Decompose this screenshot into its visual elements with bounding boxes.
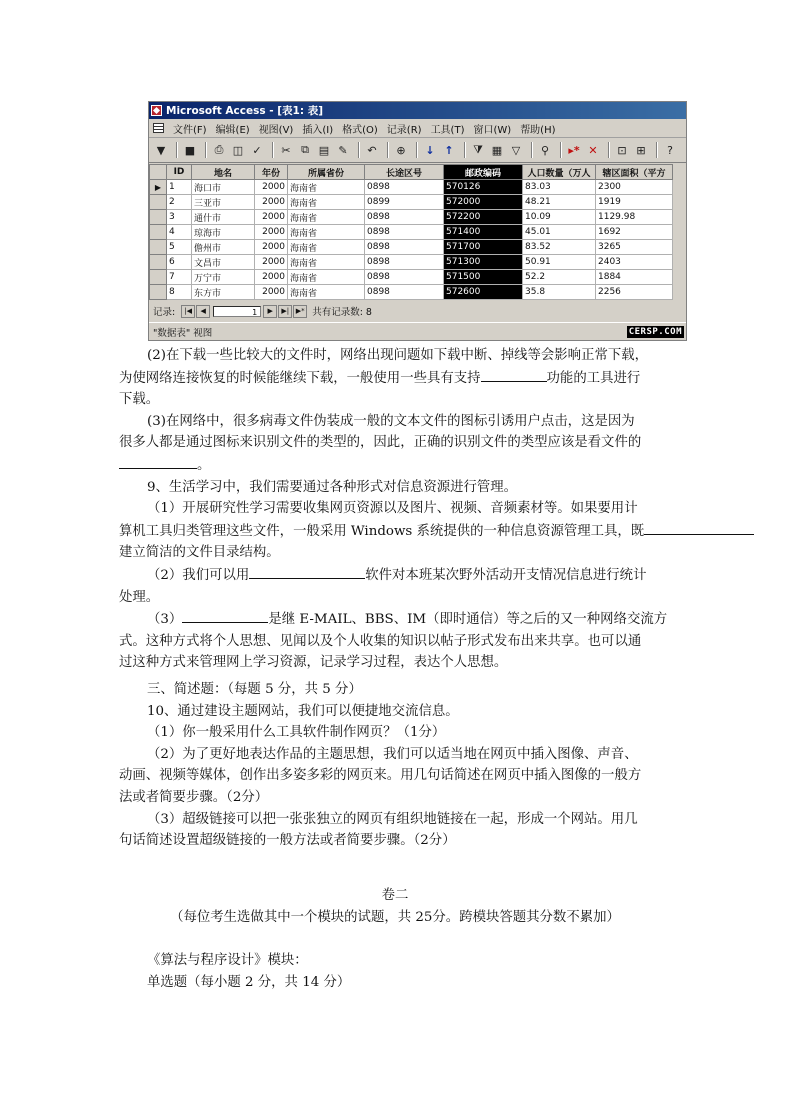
answer-blank[interactable] [481, 367, 547, 382]
row-selector[interactable] [150, 225, 167, 240]
question-block-10 [119, 679, 790, 852]
table-cell[interactable]: 海南省 [288, 255, 365, 270]
table-cell[interactable]: 2000 [255, 225, 288, 240]
menu-tools[interactable]: 工具(T) [430, 124, 465, 136]
table-cell[interactable]: 0898 [365, 240, 444, 255]
table-cell[interactable]: 0898 [365, 225, 444, 240]
access-app-icon [151, 105, 162, 116]
status-text: "数据表" 视图 [153, 327, 213, 339]
module-title: 《算法与程序设计》模块： [147, 953, 308, 968]
menu-insert[interactable]: 插入(I) [302, 124, 334, 136]
row-selector[interactable] [150, 270, 167, 285]
print-icon[interactable]: ⎙ [214, 143, 224, 156]
text-line: （2）我们可以用 软件对本班某次野外活动开支情况信息进行统计 [119, 564, 790, 587]
table-cell[interactable]: 2000 [255, 270, 288, 285]
table-cell[interactable]: 10.09 [523, 210, 596, 225]
menu-edit[interactable]: 编辑(E) [215, 124, 250, 136]
table-cell[interactable]: 572600 [444, 285, 523, 300]
text-line: （3）超级链接可以把一张张独立的网页有组织地链接在一起，形成一个网站。用几 [147, 811, 638, 827]
help-icon[interactable]: ? [667, 143, 673, 157]
table-cell[interactable]: 2000 [255, 255, 288, 270]
sort-descending-icon[interactable]: ↑ [444, 143, 454, 157]
new-object-icon[interactable]: ⊞ [636, 143, 646, 157]
table-cell[interactable]: 35.8 [523, 285, 596, 300]
column-header-selected[interactable]: 邮政编码 [444, 165, 523, 180]
text-line: 9、生活学习中，我们需要通过各种形式对信息资源进行管理。 [147, 479, 518, 495]
table-cell[interactable]: 2403 [596, 255, 673, 270]
table-cell[interactable]: 2000 [255, 240, 288, 255]
table-cell[interactable]: 儋州市 [192, 240, 255, 255]
table-cell[interactable]: 3 [167, 210, 192, 225]
table-cell[interactable]: 海口市 [192, 180, 255, 195]
table-cell[interactable]: 三亚市 [192, 195, 255, 210]
text-line: 句话简述设置超级链接的一般方法或者简要步骤。（2分） [119, 833, 456, 849]
table-cell[interactable]: 海南省 [288, 270, 365, 285]
column-header[interactable]: 辖区面积（平方 [596, 165, 673, 180]
last-record-button[interactable]: ▶| [278, 305, 292, 318]
table-cell[interactable]: 万宁市 [192, 270, 255, 285]
table-cell[interactable]: 5 [167, 240, 192, 255]
table-cell[interactable]: 7 [167, 270, 192, 285]
text-line: （3） 是继 E-MAIL、BBS、IM（即时通信）等之后的又一种网络交流方 [119, 608, 790, 631]
menu-view[interactable]: 视图(V) [258, 124, 294, 136]
column-header[interactable]: 地名 [192, 165, 255, 180]
table-cell[interactable]: 0898 [365, 255, 444, 270]
undo-icon[interactable]: ↶ [367, 143, 377, 157]
table-cell[interactable]: 572000 [444, 195, 523, 210]
table-cell[interactable]: 571500 [444, 270, 523, 285]
save-icon[interactable]: ■ [184, 143, 196, 157]
question-block-8 [119, 345, 790, 674]
table-cell[interactable]: 8 [167, 285, 192, 300]
record-count: 共有记录数: 8 [312, 307, 372, 318]
table-cell[interactable]: 2300 [596, 180, 673, 195]
table-cell[interactable]: 2000 [255, 210, 288, 225]
menu-window[interactable]: 窗口(W) [473, 124, 512, 136]
column-header[interactable]: 长途区号 [365, 165, 444, 180]
record-navigator [149, 303, 686, 319]
find-icon[interactable]: ⚲ [540, 143, 550, 157]
table-row[interactable] [150, 285, 673, 300]
table-cell[interactable]: 0898 [365, 285, 444, 300]
new-record-nav-button[interactable]: ▶* [293, 305, 307, 318]
table-header-row [150, 165, 673, 180]
answer-blank[interactable] [249, 564, 365, 579]
answer-blank[interactable] [644, 520, 754, 535]
cut-icon[interactable]: ✂ [281, 143, 291, 157]
section-heading: 三、简述题：（每题 5 分，共 5 分） [147, 682, 362, 697]
column-header[interactable]: 人口数量（万人 [523, 165, 596, 180]
table-cell[interactable]: 1884 [596, 270, 673, 285]
table-cell[interactable]: 海南省 [288, 195, 365, 210]
database-window-icon[interactable]: ⊡ [617, 143, 627, 157]
table-cell[interactable]: 0898 [365, 270, 444, 285]
table-cell[interactable]: 45.01 [523, 225, 596, 240]
table-cell[interactable]: 571400 [444, 225, 523, 240]
text-line: （1）你一般采用什么工具软件制作网页？（1分） [147, 725, 446, 741]
row-selector[interactable] [150, 255, 167, 270]
table-cell[interactable]: 83.03 [523, 180, 596, 195]
table-row[interactable] [150, 240, 673, 255]
row-selector[interactable] [150, 195, 167, 210]
table-row[interactable] [150, 270, 673, 285]
toolbar [149, 138, 686, 163]
text-line: (3)在网络中，很多病毒文件伪装成一般的文本文件的图标引诱用户点击，这是因为 [147, 413, 635, 429]
row-selector[interactable] [150, 285, 167, 300]
section-heading: 单选题（每小题 2 分，共 14 分） [147, 974, 351, 990]
text-line: 下载。 [119, 392, 160, 408]
table-cell[interactable]: 83.52 [523, 240, 596, 255]
access-window [148, 101, 687, 341]
watermark: CERSP.COM [628, 327, 682, 337]
text-line: （2）为了更好地表达作品的主题思想，我们可以适当地在网页中插入图像、声音、 [147, 746, 638, 762]
table-cell[interactable]: 东方市 [192, 285, 255, 300]
table-cell[interactable]: 48.21 [523, 195, 596, 210]
menu-file[interactable]: 文件(F) [173, 124, 207, 136]
menu-format[interactable]: 格式(O) [342, 124, 378, 136]
row-selector-header[interactable] [150, 165, 167, 180]
table-row[interactable] [150, 195, 673, 210]
filter-by-selection-icon[interactable]: ⧩ [473, 143, 483, 156]
print-preview-icon[interactable]: ◫ [232, 143, 244, 157]
table-cell[interactable]: 1692 [596, 225, 673, 240]
row-selector[interactable] [150, 210, 167, 225]
table-row[interactable] [150, 210, 673, 225]
table-row[interactable] [150, 255, 673, 270]
table-cell[interactable]: 570126 [444, 180, 523, 195]
table-cell[interactable]: 1 [167, 180, 192, 195]
row-selector[interactable] [150, 240, 167, 255]
text-line: 建立简洁的文件目录结构。 [119, 545, 280, 561]
table-cell[interactable]: 52.2 [523, 270, 596, 285]
text-line: 处理。 [119, 589, 160, 605]
text-line: 。 [119, 454, 790, 477]
hyperlink-icon[interactable]: ⊕ [396, 143, 406, 157]
table-cell[interactable]: 0898 [365, 180, 444, 195]
table-cell[interactable]: 2 [167, 195, 192, 210]
datasheet-table [149, 164, 673, 300]
table-cell[interactable]: 2000 [255, 285, 288, 300]
table-cell[interactable]: 海南省 [288, 240, 365, 255]
table-cell[interactable]: 通什市 [192, 210, 255, 225]
table-icon [153, 123, 164, 133]
table-row[interactable] [150, 180, 673, 195]
volume-2-heading [0, 885, 790, 928]
status-bar [149, 322, 686, 340]
table-cell[interactable]: 海南省 [288, 285, 365, 300]
table-cell[interactable]: 2256 [596, 285, 673, 300]
text-line: 式。这种方式将个人思想、见闻以及个人收集的知识以帖子形式发布出来共享。也可以通 [119, 633, 642, 649]
view-icon[interactable]: ▼ [156, 143, 166, 157]
window-title: Microsoft Access - [表1: 表] [166, 105, 323, 117]
format-painter-icon[interactable]: ✎ [338, 143, 348, 157]
table-cell[interactable]: 2000 [255, 195, 288, 210]
record-label: 记录: [153, 307, 176, 318]
table-cell[interactable]: 文昌市 [192, 255, 255, 270]
volume-note: （每位考生选做其中一个模块的试题，共 25分。跨模块答题其分数不累加） [170, 909, 620, 925]
text-line: 10、通过建设主题网站，我们可以便捷地交流信息。 [147, 703, 459, 719]
table-row[interactable] [150, 225, 673, 240]
current-record-input[interactable]: 1 [213, 306, 261, 317]
text-line: 过这种方式来管理网上学习资源，记录学习过程，表达个人思想。 [119, 655, 508, 671]
answer-blank[interactable] [182, 608, 268, 623]
table-cell[interactable]: 4 [167, 225, 192, 240]
new-record-icon[interactable]: ▸* [568, 143, 580, 157]
text-line: (2)在下载一些比较大的文件时，网络出现问题如下载中断、掉线等会影响正常下载， [147, 348, 649, 363]
volume-title: 卷二 [381, 888, 409, 903]
copy-icon[interactable]: ⧉ [301, 143, 309, 156]
text-line: 很多人都是通过图标来识别文件的类型的，因此，正确的识别文件的类型应该是看文件的 [119, 435, 642, 451]
table-cell[interactable]: 572200 [444, 210, 523, 225]
table-cell[interactable]: 海南省 [288, 180, 365, 195]
table-cell[interactable]: 50.91 [523, 255, 596, 270]
table-cell[interactable]: 海南省 [288, 210, 365, 225]
table-cell[interactable]: 571700 [444, 240, 523, 255]
table-cell[interactable]: 1129.98 [596, 210, 673, 225]
answer-blank[interactable] [119, 454, 197, 469]
sort-ascending-icon[interactable]: ↓ [425, 143, 435, 157]
delete-record-icon[interactable]: ✕ [588, 143, 598, 157]
title-bar [149, 102, 686, 119]
menu-records[interactable]: 记录(R) [386, 124, 422, 136]
column-header[interactable]: 年份 [255, 165, 288, 180]
next-record-button[interactable]: ▶ [263, 305, 277, 318]
first-record-button[interactable]: |◀ [181, 305, 195, 318]
text-line: 动画、视频等媒体，创作出多姿多彩的网页来。用几句话简述在网页中插入图像的一般方 [119, 768, 642, 784]
column-header[interactable]: 所属省份 [288, 165, 365, 180]
table-cell[interactable]: 2000 [255, 180, 288, 195]
text-line: （1）开展研究性学习需要收集网页资源以及图片、视频、音频素材等。如果要用计 [147, 501, 638, 517]
table-cell[interactable]: 0898 [365, 210, 444, 225]
column-header[interactable]: ID [167, 165, 192, 180]
module-block [119, 950, 790, 993]
apply-filter-icon[interactable]: ▽ [511, 143, 521, 157]
text-line: 算机工具归类管理这些文件，一般采用 Windows 系统提供的一种信息资源管理工具，既 [119, 520, 790, 543]
menu-bar [149, 119, 686, 138]
row-selector[interactable]: ▶ [150, 180, 167, 195]
table-cell[interactable]: 6 [167, 255, 192, 270]
paste-icon[interactable]: ▤ [318, 143, 330, 157]
table-cell[interactable]: 3265 [596, 240, 673, 255]
table-cell[interactable]: 571300 [444, 255, 523, 270]
menu-help[interactable]: 帮助(H) [520, 124, 556, 136]
table-cell[interactable]: 海南省 [288, 225, 365, 240]
text-line: 法或者简要步骤。（2分） [119, 789, 269, 805]
prev-record-button[interactable]: ◀ [196, 305, 210, 318]
table-cell[interactable]: 1919 [596, 195, 673, 210]
spelling-icon[interactable]: ✓ [252, 143, 262, 157]
text-line: 为使网络连接恢复的时候能继续下载，一般使用一些具有支持 功能的工具进行 [119, 367, 790, 390]
table-cell[interactable]: 琼海市 [192, 225, 255, 240]
table-cell[interactable]: 0899 [365, 195, 444, 210]
filter-by-form-icon[interactable]: ▦ [491, 143, 503, 157]
